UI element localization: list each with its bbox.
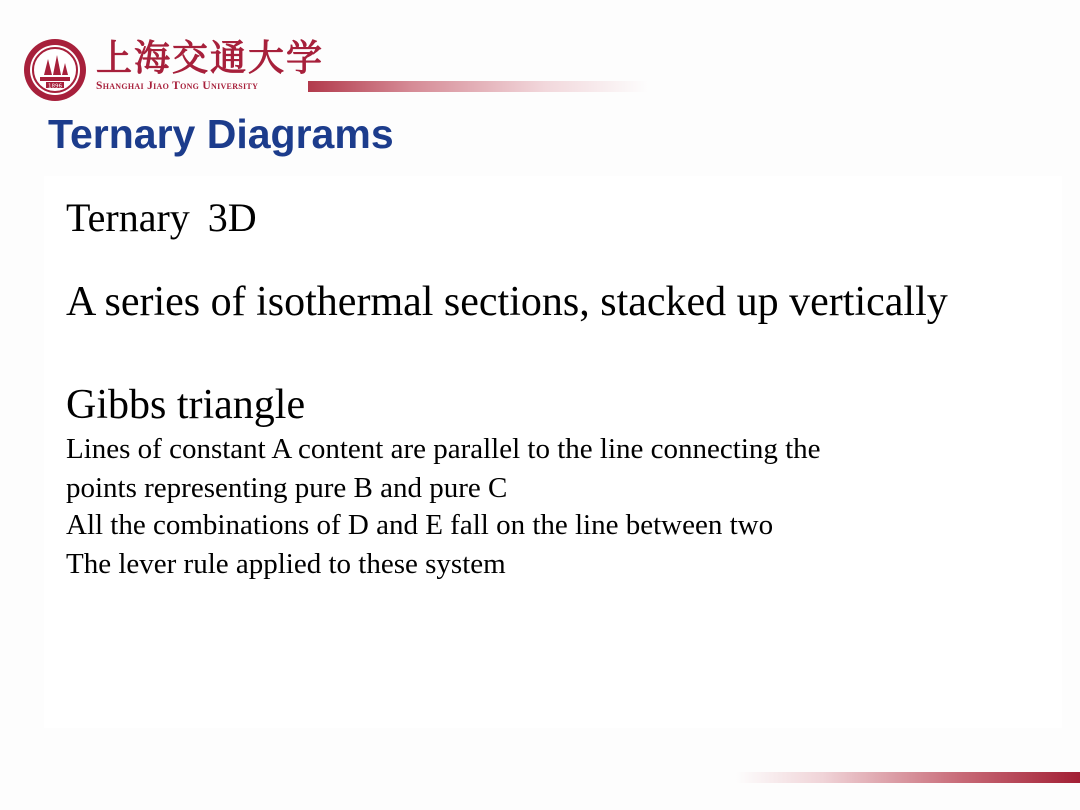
body-line-pure-b-c: points representing pure B and pure C [66, 472, 508, 504]
body-line-lever-rule: The lever rule applied to these system [66, 548, 506, 580]
gibbs-triangle-heading: Gibbs triangle [66, 382, 306, 428]
seal-year: 1896 [48, 83, 62, 90]
university-name-en: Shanghai Jiao Tong University [96, 80, 259, 92]
header-gradient-bar [308, 81, 648, 92]
slide-header [0, 0, 1080, 110]
slide-title: Ternary Diagrams [48, 111, 394, 157]
body-line-d-e-combinations: All the combinations of D and E fall on the line between two [66, 509, 774, 541]
university-seal-icon [22, 37, 88, 103]
content-panel [44, 176, 1062, 728]
isothermal-sections-text: A series of isothermal sections, stacked up vertically [66, 279, 948, 325]
footer-gradient-bar [736, 772, 1080, 783]
body-line-constant-a: Lines of constant A content are parallel to the line connecting the [66, 433, 821, 465]
subtitle-ternary-3d: Ternary 3D [66, 195, 257, 240]
university-name-cn: 上海交通大学 [96, 37, 325, 79]
